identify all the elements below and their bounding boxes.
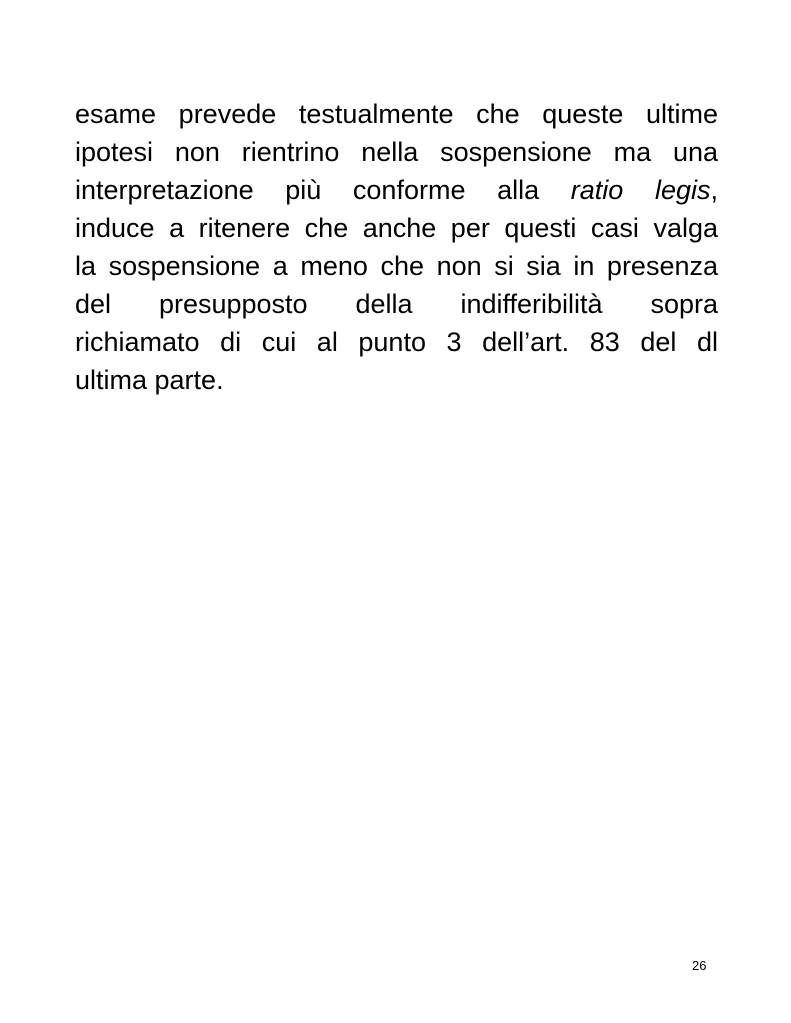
text-segment: interpretazione più conforme alla	[75, 175, 571, 205]
text-line: ultima parte.	[75, 365, 224, 395]
text-line: la sospensione a meno che non si sia in presenza	[75, 251, 718, 281]
text-line: esame prevede testualmente che queste ultime	[75, 99, 718, 129]
text-line	[75, 171, 718, 209]
body-paragraph	[75, 95, 718, 399]
punctuation: ,	[710, 175, 718, 205]
text-line: richiamato di cui al punto 3 dell’art. 83 del dl	[75, 327, 718, 357]
text-line: del presupposto della indifferibilità sopra	[75, 289, 718, 319]
text-line: induce a ritenere che anche per questi casi valga	[75, 213, 718, 243]
page-number: 26	[692, 958, 707, 973]
text-line: ipotesi non rientrino nella sospensione ma una	[75, 137, 718, 167]
italic-term: ratio legis	[570, 175, 711, 205]
